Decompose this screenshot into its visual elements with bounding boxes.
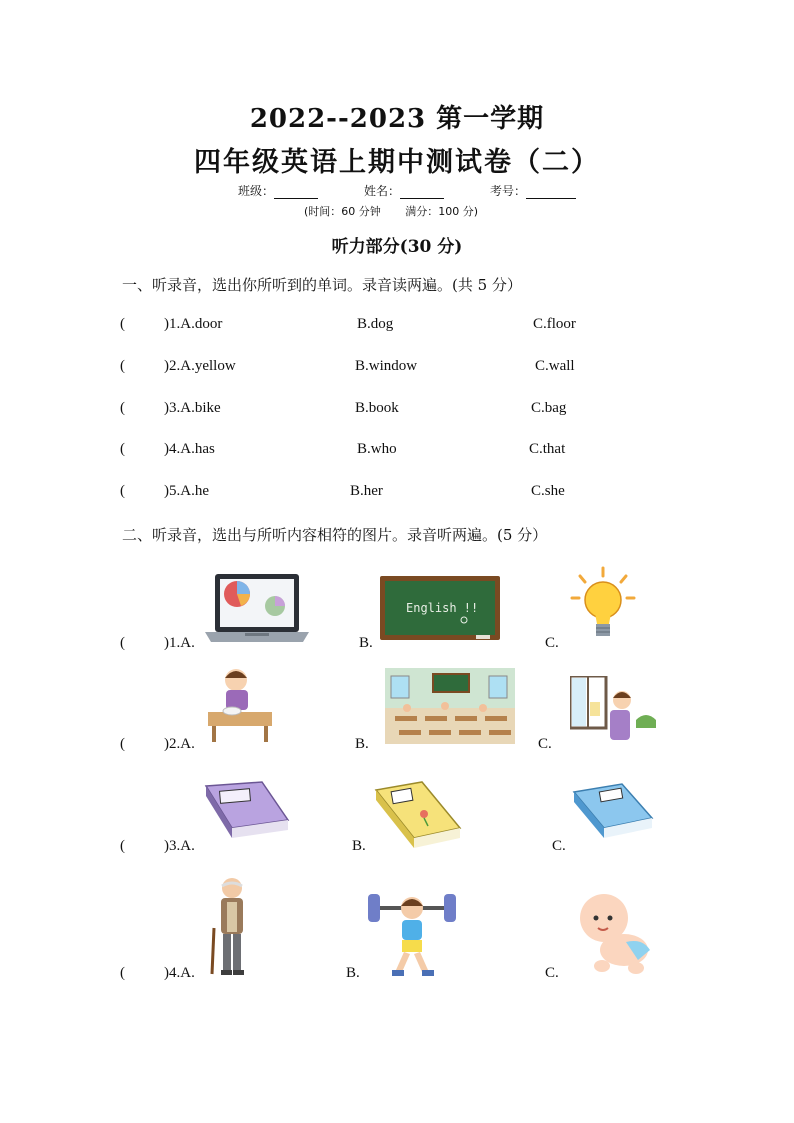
purple-notebook-icon [202,780,290,842]
exam-note [304,203,478,219]
option-c: C. [545,965,559,981]
answer-paren[interactable]: ( [120,358,125,374]
option-c: C. [552,838,566,854]
option-b: B. [359,635,373,651]
score-note: 满分：100 分) [405,205,479,218]
number-field [490,182,576,199]
name-blank[interactable] [400,186,444,199]
yellow-chinese-book-icon [372,780,464,852]
option-b: B.book [355,400,399,416]
option-b: B.her [350,483,383,499]
option-c: C.bag [531,400,567,416]
option-a: )2.A. [164,736,195,752]
class-label: 班级： [238,184,275,198]
section-title: 听力部分(30 分) [331,237,463,257]
light-bulb-icon [568,566,638,642]
answer-paren[interactable]: ( [120,483,125,499]
answer-paren[interactable]: ( [120,316,125,332]
year-line: 2022--2023 第一学期 [249,104,545,134]
option-c: C.she [531,483,565,499]
answer-paren[interactable]: ( [120,400,125,416]
blue-book-icon [570,782,654,844]
option-a: )2.A.yellow [164,358,236,374]
boy-lifting-weights-icon [366,886,458,978]
name-label: 姓名： [364,184,401,198]
boy-cleaning-desk-icon [206,666,274,744]
option-a: )3.A.bike [164,400,221,416]
boy-cleaning-window-icon [570,676,656,746]
answer-paren[interactable]: ( [120,635,125,651]
option-b: B.window [355,358,418,374]
number-label: 考号： [490,184,527,198]
answer-paren[interactable]: ( [120,838,125,854]
laptop-pie-chart-icon [205,570,309,646]
option-c: C.that [529,441,566,457]
answer-paren[interactable]: ( [120,965,125,981]
part1-heading: 一、听录音，选出你所听到的单词。录音读两遍。(共 5 分） [122,276,522,294]
option-b: B.who [357,441,397,457]
answer-paren[interactable]: ( [120,441,125,457]
option-b: B.dog [357,316,394,332]
option-c: C.floor [533,316,576,332]
blackboard-text: English !! [406,601,479,615]
page-title: 四年级英语上期中测试卷（二） [194,147,600,178]
option-a: )4.A.has [164,441,215,457]
blackboard-english-icon [380,576,500,642]
number-blank[interactable] [526,186,576,199]
old-man-icon [206,876,254,980]
part2-heading: 二、听录音，选出与所听内容相符的图片。录音听两遍。(5 分） [122,526,548,544]
class-blank[interactable] [274,186,318,199]
option-b: B. [352,838,366,854]
option-a: )1.A.door [164,316,223,332]
option-a: )4.A. [164,965,195,981]
option-b: B. [355,736,369,752]
option-a: )1.A. [164,635,195,651]
option-c: C.wall [535,358,575,374]
classroom-icon [385,668,515,744]
option-a: )5.A.he [164,483,209,499]
option-b: B. [346,965,360,981]
time-note: (时间：60 分钟 [304,205,381,218]
class-field [238,182,318,199]
option-c: C. [538,736,552,752]
answer-paren[interactable]: ( [120,736,125,752]
option-a: )3.A. [164,838,195,854]
option-c: C. [545,635,559,651]
baby-icon [574,888,656,976]
name-field [364,182,444,199]
